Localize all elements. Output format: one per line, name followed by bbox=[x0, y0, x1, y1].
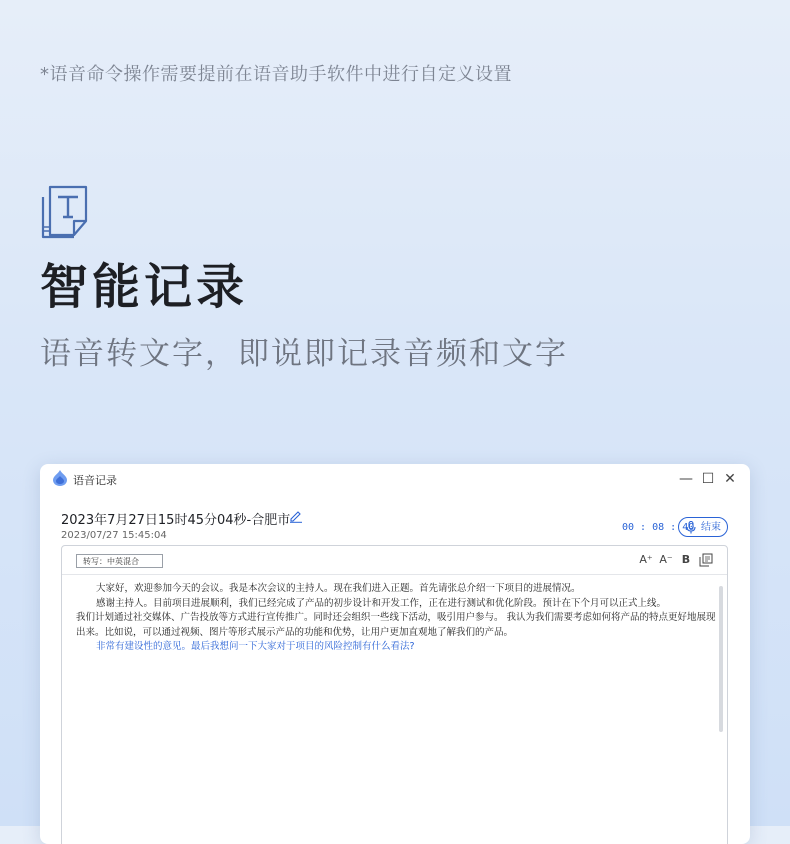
setup-note: *语音命令操作需要提前在语音助手软件中进行自定义设置 bbox=[40, 64, 512, 85]
record-title: 2023年7月27日15时45分04秒-合肥市 bbox=[61, 513, 291, 528]
transcript-paragraph: 我们计划通过社交媒体、广告投放等方式进行宣传推广。同时还会组织一些线下活动，吸引用户参与。 我认为我们需要考虑如何将产品的特点更好地展现出来。比如说，可以通过视频、图片等形式展示产品的功能和优势，让用户更加直观地了解我们的产品。 bbox=[76, 612, 716, 638]
window-titlebar[interactable] bbox=[40, 464, 750, 494]
font-increase-button[interactable]: A⁺ bbox=[639, 553, 653, 566]
app-logo-icon bbox=[53, 470, 67, 486]
maximize-icon[interactable]: ☐ bbox=[701, 471, 715, 487]
voice-record-window bbox=[40, 464, 750, 844]
minimize-icon[interactable]: — bbox=[679, 471, 693, 487]
transcript-paragraph: 感谢主持人。目前项目进展顺利，我们已经完成了产品的初步设计和开发工作，正在进行测试和优化阶段。预计在下个月可以正式上线。 bbox=[96, 597, 667, 609]
bold-button[interactable]: B bbox=[681, 553, 691, 566]
text-document-icon bbox=[40, 183, 90, 239]
close-icon[interactable]: ✕ bbox=[724, 471, 736, 487]
transcript-content[interactable] bbox=[76, 582, 716, 655]
end-recording-label: 结束 bbox=[701, 522, 721, 533]
transcript-paragraph-live: 非常有建设性的意见。最后我想问一下大家对于项目的风险控制有什么看法? bbox=[96, 641, 415, 652]
page-title: 智能记录 bbox=[40, 259, 249, 315]
font-decrease-button[interactable]: A⁻ bbox=[659, 553, 673, 566]
end-recording-button[interactable] bbox=[678, 517, 728, 537]
transcript-paragraph: 大家好，欢迎参加今天的会议。我是本次会议的主持人。现在我们进入正题。首先请张总介绍一下项目的进展情况。 bbox=[96, 583, 581, 594]
edit-pencil-icon[interactable] bbox=[289, 509, 303, 523]
app-title: 语音记录 bbox=[73, 474, 117, 487]
toolbar-divider bbox=[62, 574, 727, 575]
transcript-editor[interactable] bbox=[61, 545, 728, 844]
page-subtitle: 语音转文字，即说即记录音频和文字 bbox=[40, 336, 568, 372]
microphone-icon bbox=[686, 521, 696, 534]
transcribe-mode-select[interactable]: 转写：中英混合 bbox=[76, 554, 163, 568]
editor-scrollbar[interactable] bbox=[719, 586, 723, 732]
copy-icon[interactable] bbox=[699, 553, 713, 567]
record-timer: 00 : 08 : 40 bbox=[622, 522, 695, 533]
record-date: 2023/07/27 15:45:04 bbox=[61, 530, 167, 541]
